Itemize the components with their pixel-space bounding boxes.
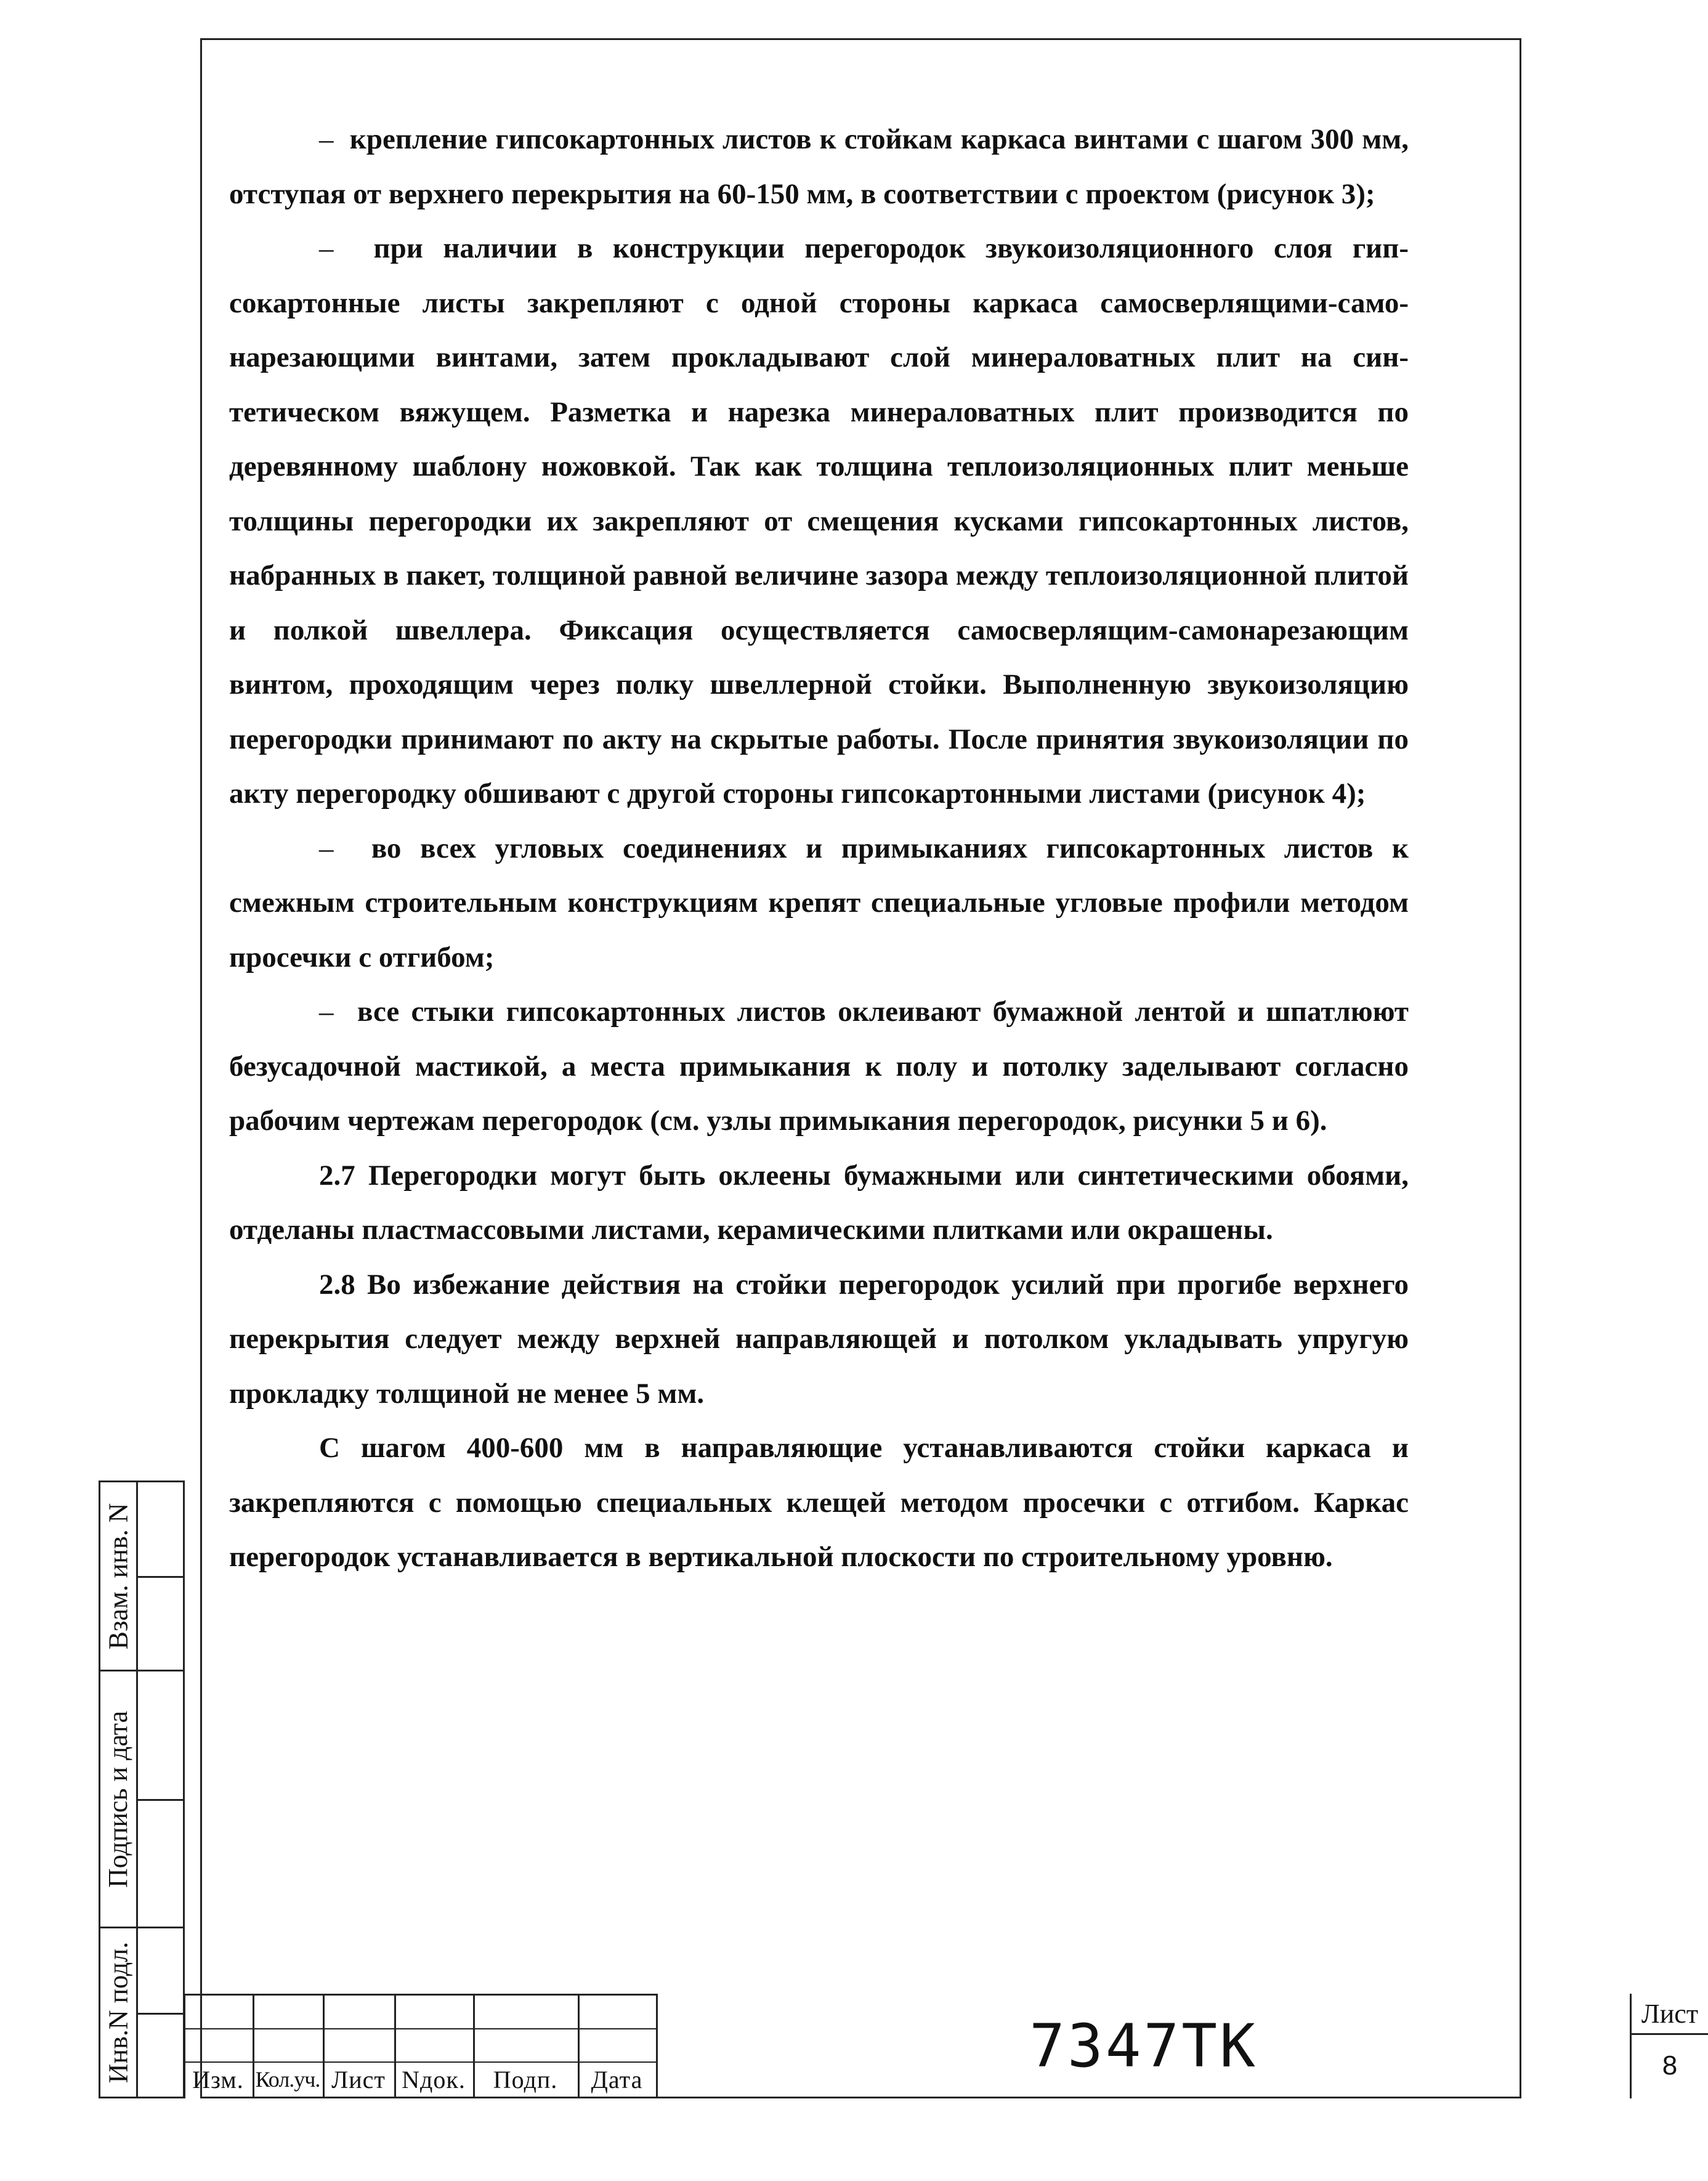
paragraph-frame-step: С шагом 400-600 мм в направляющие устанавливаются стойки каркаса и закрепляются с помощью специальных клещей методом просечки с отгибом. Каркас перегородок устанавливается в вертикальной плоскости по строительному уровню. — [229, 1432, 1409, 1573]
side-label-vzam: Взам. инв. N — [103, 1503, 134, 1649]
title-block — [184, 1994, 1699, 2098]
paragraph-2-8: 2.8 Во избежание действия на стойки перегородок усилий при прогибе верхнего перекрытия следует между верхней направляющей и потолком укладывать упругую прокладку толщиной не менее 5 мм. — [229, 1268, 1409, 1410]
side-stamp-podpis — [99, 1670, 185, 1928]
col-list: Лист — [331, 2065, 386, 2094]
side-label-inv: Инв.N подл. — [103, 1941, 134, 2084]
bullet-paragraph: – все стыки гипсокартонных листов оклеивают бумажной лентой и шпатлюют безусадочной мастикой, а места примыкания к полу и потолку заделывают согласно рабочим чертежам перегородок (см. узлы примыкания перегородок, рисунки 5 и 6). — [229, 985, 1409, 1148]
bullet-paragraph: – при наличии в конструкции перегородок звукоизоляционного слоя гипсокартонные листы закрепляют с одной стороны каркаса самосверлящими-самонарезающими винтами, затем прокладывают слой минераловатных плит на синтетическом вяжущем. Разметка и нарезка минераловатных плит производится по деревянному шаблону ножовкой. Так как толщина теплоизоляционных плит меньше толщины перегородки их закрепляют от смещения кусками гипсокартонных листов, набранных в пакет, толщиной равной величине зазора между теплоизоляционной плитой и полкой швеллера. Фиксация осуществляется самосверлящим-самонарезающим винтом, проходящим через полку швеллерной стойки. Выполненную звукоизоляцию перегородки принимают по акту на скрытые работы. После принятия звукоизоляции по акту перегородку обшивают с другой стороны гипсокартонными листами (рисунок 4); — [229, 221, 1409, 821]
side-label-podpis: Подпись и дата — [103, 1710, 134, 1888]
document-body — [229, 112, 1409, 1585]
sheet-number: 8 — [1662, 2050, 1678, 2081]
col-podp: Подп. — [493, 2065, 558, 2094]
sheet-box — [1630, 1994, 1708, 2098]
side-stamp-inv — [99, 1927, 185, 2098]
document-code: 7347ТК — [1029, 2012, 1258, 2081]
paragraph-2-7: 2.7 Перегородки могут быть оклеены бумажными или синтетическими обоями, отделаны пластмассовыми листами, керамическими плитками или окрашены. — [229, 1159, 1409, 1246]
col-ndok: Nдок. — [402, 2065, 466, 2094]
col-kol-uch: Кол.уч. — [255, 2067, 320, 2092]
side-stamp-vzam — [99, 1480, 185, 1671]
bullet-paragraph: – во всех угловых соединениях и примыканиях гипсокартонных листов к смежным строительным конструкциям крепят специальные угловые профили методом просечки с отгибом; — [229, 821, 1409, 985]
bullet-paragraph: – крепление гипсокартонных листов к стойкам каркаса винтами с шагом 300 мм, отступая от верхнего перекрытия на 60-150 мм, в соответствии с проектом (рисунок 3); — [229, 112, 1409, 221]
sheet-label: Лист — [1632, 1994, 1708, 2035]
col-izm: Изм. — [192, 2065, 244, 2094]
col-data: Дата — [591, 2065, 643, 2094]
